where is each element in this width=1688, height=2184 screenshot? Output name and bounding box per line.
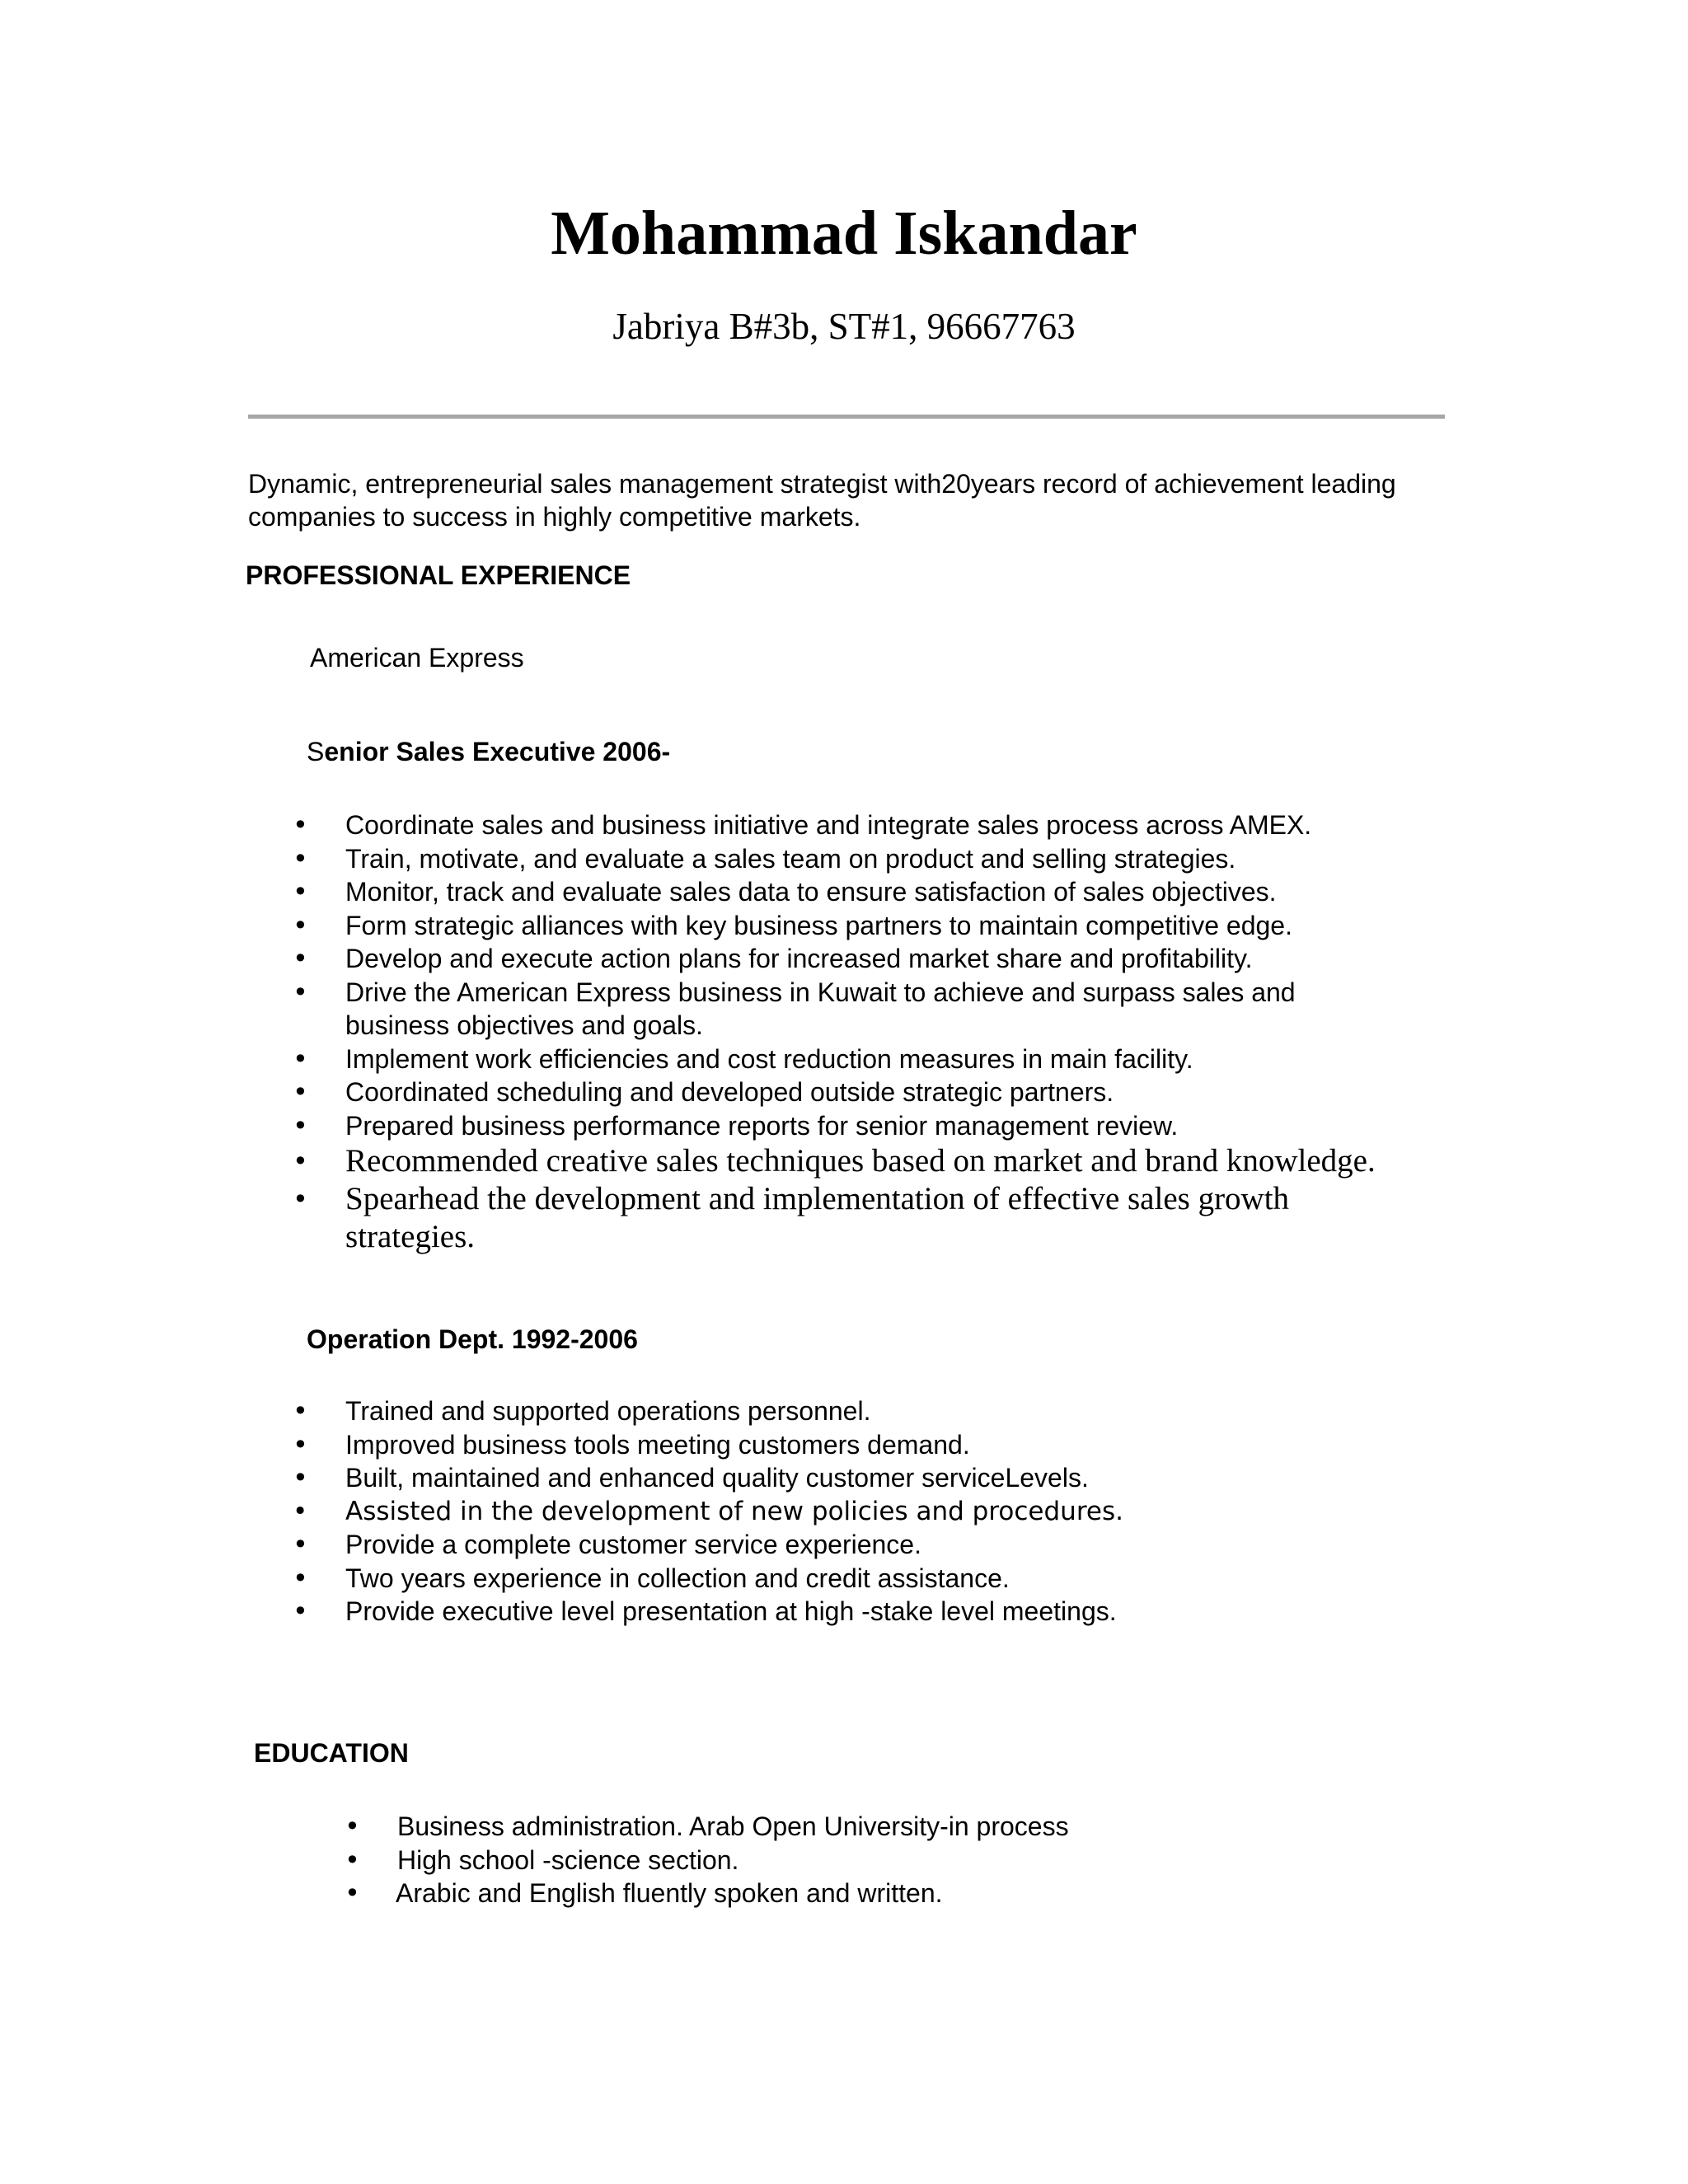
list-item-text: Provide a complete customer service experience. (345, 1530, 921, 1559)
bullet-icon: • (293, 842, 308, 874)
list-item-text: Develop and execute action plans for increased market share and profitability. (345, 944, 1253, 973)
list-item-text: Arabic and English fluently spoken and written. (396, 1878, 943, 1908)
bullet-icon: • (293, 1496, 308, 1526)
role-title-first-letter: S (307, 737, 325, 766)
education-list (345, 1810, 1416, 1910)
bullet-icon: • (293, 1076, 308, 1108)
list-item-text: Drive the American Express business in Kuwait to achieve and surpass sales and business objectives and goals. (345, 977, 1296, 1040)
list-item-text: Implement work efficiencies and cost reduction measures in main facility. (345, 1043, 1193, 1074)
bullet-icon: • (293, 1462, 308, 1493)
list-item-text: Improved business tools meeting customers demand. (345, 1429, 970, 1460)
list-item-text: Two years experience in collection and credit assistance. (345, 1563, 1010, 1593)
section-heading-education: EDUCATION (254, 1738, 409, 1768)
company-name: American Express (310, 643, 524, 673)
list-item (345, 1844, 1416, 1877)
list-item (293, 1528, 1447, 1562)
list-item (293, 875, 1447, 909)
bullet-icon: • (293, 909, 308, 941)
list-item (293, 1461, 1447, 1495)
role-title-rest: enior Sales Executive 2006- (324, 737, 671, 766)
profile-summary: Dynamic, entrepreneurial sales management strategist with20years record of achievement leading companies to success in highly competitive markets. (248, 469, 1396, 532)
list-item (293, 1076, 1447, 1109)
list-item-text: Business administration. Arab Open University-in process (397, 1811, 1069, 1841)
bullet-icon: • (345, 1877, 360, 1909)
list-item (293, 1109, 1447, 1143)
role-title-operation-dept (307, 1323, 638, 1356)
bullet-icon: • (293, 943, 308, 974)
bullet-icon: • (293, 1562, 308, 1594)
list-item-text: Provide executive level presentation at high -stake level meetings. (345, 1596, 1117, 1626)
list-item-text: Built, maintained and enhanced quality customer serviceLevels. (345, 1463, 1089, 1493)
list-item-text: Coordinated scheduling and developed outside strategic partners. (345, 1077, 1114, 1107)
list-item-text: Form strategic alliances with key business partners to maintain competitive edge. (345, 910, 1292, 940)
list-item (293, 842, 1447, 876)
bullet-icon: • (293, 1146, 308, 1177)
bullet-icon: • (293, 1529, 308, 1560)
list-item (345, 1810, 1416, 1844)
bullet-icon: • (293, 1395, 308, 1427)
list-item (293, 1043, 1447, 1076)
list-item (345, 1877, 1416, 1910)
section-heading-experience: PROFESSIONAL EXPERIENCE (246, 560, 631, 590)
list-item (293, 1142, 1447, 1180)
role-title-text: Operation Dept. 1992-2006 (307, 1324, 638, 1354)
list-item-text: Assisted in the development of new policies and procedures. (345, 1496, 1123, 1526)
bullet-icon: • (293, 809, 308, 841)
bullet-icon: • (293, 1109, 308, 1141)
list-item-text: Monitor, track and evaluate sales data to ensure satisfaction of sales objectives. (345, 877, 1277, 907)
list-item-text: Trained and supported operations personnel. (345, 1396, 871, 1426)
list-item (293, 808, 1447, 842)
bullet-icon: • (293, 1183, 308, 1215)
contact-address: Jabriya B#3b, ST#1, 96667763 (612, 306, 1076, 347)
bullet-icon: • (293, 1043, 308, 1075)
bullet-icon: • (345, 1811, 360, 1842)
list-item-text: Coordinate sales and business initiative and integrate sales process across AMEX. (345, 810, 1312, 840)
list-item (293, 1428, 1447, 1462)
candidate-name: Mohammad Iskandar (551, 199, 1137, 268)
header-divider (248, 415, 1445, 419)
list-item (293, 1595, 1447, 1629)
bullet-icon: • (293, 1428, 308, 1460)
list-item-text: Prepared business performance reports for senior management review. (345, 1110, 1179, 1141)
bullet-icon: • (345, 1844, 360, 1876)
list-item (293, 1495, 1447, 1529)
list-item-text: Spearhead the development and implementation of effective sales growth strategies. (345, 1181, 1290, 1254)
list-item (293, 976, 1400, 1043)
list-item (293, 1394, 1447, 1428)
bullet-icon: • (293, 876, 308, 907)
role-title-senior-sales (307, 735, 670, 768)
bullet-icon: • (293, 976, 308, 1008)
list-item (293, 942, 1447, 976)
list-item (293, 909, 1447, 943)
list-item-text: Train, motivate, and evaluate a sales team on product and selling strategies. (345, 843, 1236, 874)
list-item-text: Recommended creative sales techniques based on market and brand knowledge. (345, 1143, 1376, 1179)
list-item (293, 1180, 1400, 1256)
senior-sales-duties-list (293, 808, 1447, 1256)
list-item (293, 1562, 1447, 1596)
bullet-icon: • (293, 1596, 308, 1627)
list-item-text: High school -science section. (397, 1844, 739, 1875)
operation-duties-list (293, 1394, 1447, 1629)
